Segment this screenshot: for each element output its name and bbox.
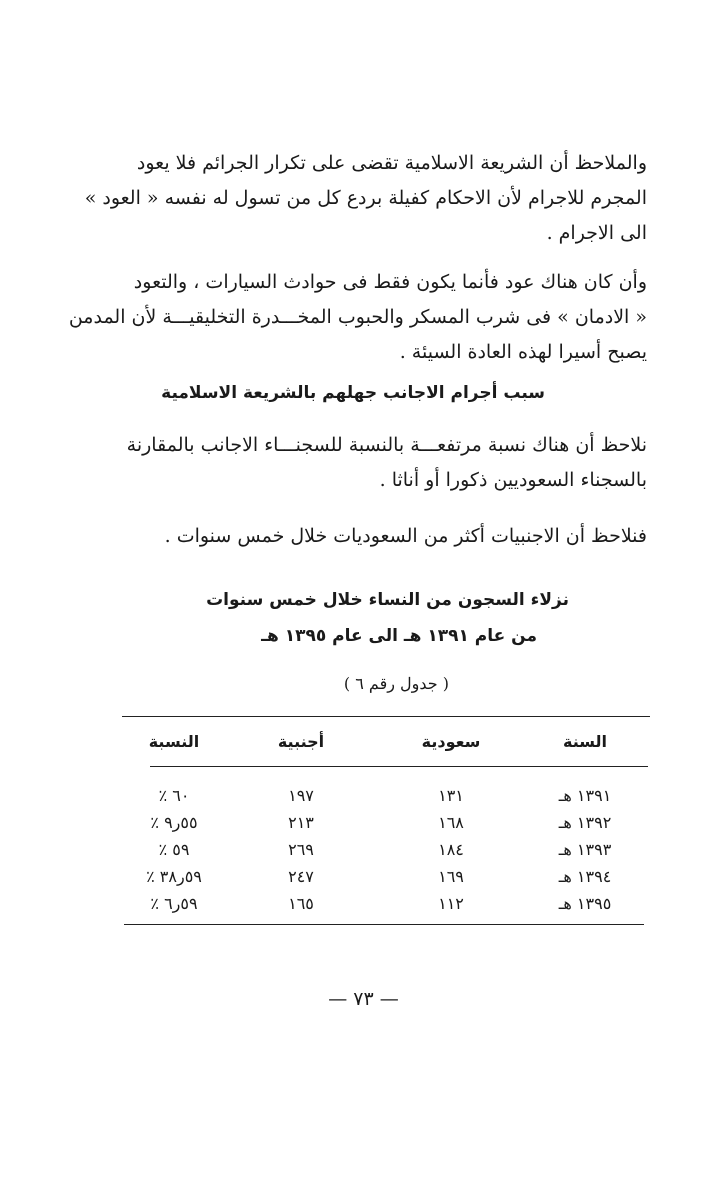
paragraph-line: والملاحظ أن الشريعة الاسلامية تقضى على تكرار الجرائم فلا يعود [136,152,647,174]
cell-foreign: ٢٦٩ [288,840,314,859]
cell-saudi: ١١٢ [438,894,464,913]
cell-year: ١٣٩٤ هـ [558,867,612,886]
paragraph-foreign-prisoners [87,428,647,498]
cell-ratio: ٥٩ ٪ [158,840,190,859]
prisoners-table [122,724,644,917]
cell-foreign: ١٦٥ [288,894,314,913]
paragraph-recidivism [84,146,647,251]
cell-year: ١٣٩٣ هـ [558,840,612,859]
paragraph-line: فنلاحظ أن الاجنبيات أكثر من السعوديات خلال خمس سنوات . [164,525,647,547]
paragraph-line: يصبح أسيرا لهذه العادة السيئة . [399,341,647,363]
paragraph-line: بالسجناء السعوديين ذكورا أو أناثا . [379,469,647,491]
paragraph-addiction [68,265,647,370]
section-heading: سبب أجرام الاجانب جهلهم بالشريعة الاسلامية [161,383,545,403]
header-foreign: أجنبية [277,731,325,751]
cell-foreign: ٢٤٧ [288,867,314,886]
paragraph-female-comparison [87,519,647,554]
header-ratio: النسبة [148,731,200,751]
cell-saudi: ١٦٨ [438,813,464,832]
table-row [122,890,644,917]
cell-year: ١٣٩٢ هـ [558,813,612,832]
paragraph-line: نلاحظ أن هناك نسبة مرتفعـــة بالنسبة للسجنـــاء الاجانب بالمقارنة [126,434,647,456]
cell-saudi: ١٨٤ [438,840,464,859]
cell-ratio: ٦٠ ٪ [158,786,190,805]
cell-saudi: ١٣١ [438,786,464,805]
page-number: — ٧٣ — [328,988,399,1010]
paragraph-line: الى الاجرام . [546,222,647,244]
table-row [122,836,644,863]
cell-saudi: ١٦٩ [438,867,464,886]
paragraph-line: المجرم للاجرام لأن الاحكام كفيلة بردع كل من تسول له نفسه « العود » [84,187,647,209]
paragraph-line: « الادمان » فى شرب المسكر والحبوب المخـــدرة التخليقيـــة لأن المدمن [68,306,647,328]
cell-foreign: ١٩٧ [288,786,314,805]
table-header-row [122,724,644,762]
header-saudi: سعودية [421,731,481,751]
table-caption: ( جدول رقم ٦ ) [343,674,449,693]
table-bottom-rule [124,924,644,925]
cell-year: ١٣٩٥ هـ [558,894,612,913]
cell-year: ١٣٩١ هـ [558,786,612,805]
table-row [122,809,644,836]
table-row [122,863,644,890]
cell-foreign: ٢١٣ [288,813,314,832]
cell-ratio: ٥٥ر٩ ٪ [150,813,198,832]
table-top-rule [122,716,650,717]
cell-ratio: ٥٩ر٦ ٪ [150,894,198,913]
table-subtitle: من عام ١٣٩١ هـ الى عام ١٣٩٥ هـ [261,626,537,646]
table-title: نزلاء السجون من النساء خلال خمس سنوات [206,590,569,610]
paragraph-line: وأن كان هناك عود فأنما يكون فقط فى حوادث السيارات ، والتعود [133,271,647,293]
header-year: السنة [562,731,607,751]
cell-ratio: ٥٩ر٣٨ ٪ [146,867,202,886]
table-row [122,762,644,809]
